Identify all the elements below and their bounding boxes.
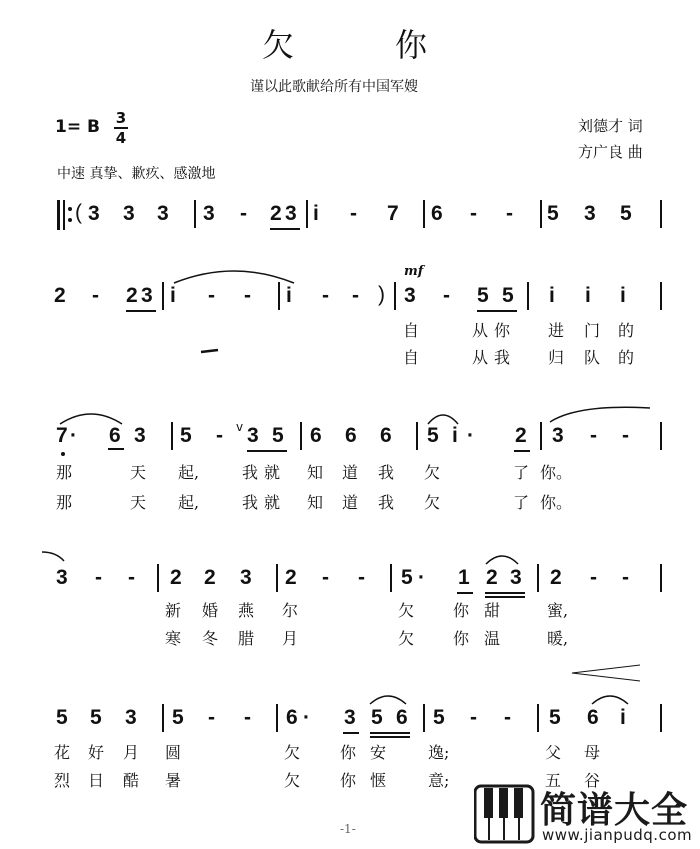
lyric: 自 bbox=[403, 348, 420, 367]
barline bbox=[276, 564, 278, 592]
watermark-name: 简谱大全 bbox=[540, 790, 689, 831]
tie-arc bbox=[172, 265, 296, 285]
lyric: 你 bbox=[453, 601, 470, 620]
lyric: 知 bbox=[307, 463, 324, 482]
note: 6 bbox=[286, 706, 298, 729]
lyric: 逸; bbox=[428, 743, 450, 762]
repeat-barline-thick bbox=[57, 200, 60, 230]
dash: - bbox=[504, 706, 511, 729]
note: 5 bbox=[401, 566, 413, 589]
barline bbox=[660, 282, 662, 310]
low-octave-dot bbox=[61, 452, 65, 456]
lyric: 从你 bbox=[472, 321, 517, 340]
dash: - bbox=[470, 706, 477, 729]
dash: - bbox=[208, 284, 215, 307]
eighth-underline bbox=[477, 310, 517, 312]
dash: - bbox=[622, 424, 629, 447]
composer-credit: 方广良 曲 bbox=[578, 143, 643, 161]
lyric: 安 bbox=[370, 743, 387, 762]
augmentation-dot: · bbox=[467, 424, 474, 447]
dash: - bbox=[244, 284, 251, 307]
barline bbox=[162, 704, 164, 732]
eighth-underline bbox=[457, 592, 473, 594]
barline bbox=[660, 422, 662, 450]
dash: - bbox=[443, 284, 450, 307]
lyricist-credit: 刘德才 词 bbox=[578, 117, 643, 135]
lyric: 知 bbox=[307, 493, 324, 512]
lyric: 婚 bbox=[202, 601, 219, 620]
slur-arc bbox=[590, 690, 630, 706]
note: 3 bbox=[203, 202, 215, 225]
note: 3 bbox=[510, 566, 522, 589]
lyric: 欠 bbox=[284, 771, 301, 790]
note: 2 bbox=[204, 566, 216, 589]
note: i bbox=[620, 284, 626, 307]
note: 5 bbox=[427, 424, 439, 447]
lyric: 温 bbox=[484, 629, 501, 648]
note: 3 bbox=[141, 284, 153, 307]
lyric: 腊 bbox=[238, 629, 255, 648]
dynamic-mf: mf bbox=[404, 264, 424, 279]
dash: - bbox=[590, 566, 597, 589]
lyric: 那 bbox=[56, 493, 73, 512]
repeat-dot bbox=[68, 207, 72, 211]
key-signature: 1= B bbox=[55, 117, 100, 137]
barline bbox=[394, 282, 396, 310]
lyric: 那 bbox=[56, 463, 73, 482]
lyric: 花 bbox=[54, 743, 71, 762]
lyric: 谷 bbox=[584, 771, 601, 790]
lyric: 欠 bbox=[398, 601, 415, 620]
lyric: 你 bbox=[453, 629, 470, 648]
lyric: 惬 bbox=[370, 771, 387, 790]
barline bbox=[171, 422, 173, 450]
note: 2 bbox=[515, 424, 527, 447]
note: 2 bbox=[486, 566, 498, 589]
note: 6 bbox=[396, 706, 408, 729]
eighth-underline bbox=[514, 450, 530, 452]
crescendo-hairpin bbox=[570, 664, 642, 682]
note: 3 bbox=[123, 202, 135, 225]
time-numerator: 3 bbox=[115, 109, 127, 127]
lyric: 你 bbox=[340, 743, 357, 762]
lyric: 欠 bbox=[284, 743, 301, 762]
lyric: 的 bbox=[618, 321, 635, 340]
lyric: 起, bbox=[178, 493, 200, 512]
time-signature bbox=[114, 110, 128, 146]
repeat-barline-thin bbox=[63, 200, 65, 230]
dash: - bbox=[322, 284, 329, 307]
dash: - bbox=[470, 202, 477, 225]
lyric: 酷 bbox=[123, 771, 140, 790]
lyric: 天 bbox=[130, 493, 147, 512]
lyric: 甜 bbox=[484, 601, 501, 620]
lyric: 起, bbox=[178, 463, 200, 482]
note: 2 bbox=[270, 202, 282, 225]
note: i bbox=[286, 284, 292, 307]
note: 3 bbox=[584, 202, 596, 225]
tie-arc-continued bbox=[42, 550, 66, 562]
note: 3 bbox=[247, 424, 259, 447]
note: 3 bbox=[56, 566, 68, 589]
note: 5 bbox=[502, 284, 514, 307]
note: 3 bbox=[88, 202, 100, 225]
note: 5 bbox=[56, 706, 68, 729]
barline bbox=[306, 200, 308, 228]
tie-arc bbox=[548, 404, 652, 424]
lyric: 门 bbox=[584, 321, 601, 340]
watermark-logo bbox=[474, 782, 696, 846]
piano-keys-icon bbox=[474, 782, 536, 846]
barline bbox=[276, 704, 278, 732]
lyric: 队 bbox=[584, 348, 601, 367]
note: 3 bbox=[134, 424, 146, 447]
lyric: 归 bbox=[548, 348, 565, 367]
lyric: 道 bbox=[342, 493, 359, 512]
dash: - bbox=[350, 202, 357, 225]
note: 7 bbox=[56, 424, 68, 447]
augmentation-dot: · bbox=[70, 424, 77, 447]
dash: - bbox=[95, 566, 102, 589]
note: 2 bbox=[550, 566, 562, 589]
barline bbox=[423, 200, 425, 228]
dash: - bbox=[216, 424, 223, 447]
scan-smudge bbox=[200, 348, 220, 354]
time-denominator: 4 bbox=[115, 129, 127, 147]
barline bbox=[162, 282, 164, 310]
note: 5 bbox=[547, 202, 559, 225]
eighth-underline bbox=[247, 450, 287, 452]
lyric: 从我 bbox=[472, 348, 517, 367]
note: 2 bbox=[170, 566, 182, 589]
augmentation-dot: · bbox=[303, 706, 310, 729]
lyric: 父 bbox=[545, 743, 562, 762]
note: 3 bbox=[285, 202, 297, 225]
lyric: 寒 bbox=[165, 629, 182, 648]
slur-arc bbox=[484, 550, 520, 566]
note: 5 bbox=[371, 706, 383, 729]
note: 5 bbox=[272, 424, 284, 447]
lyric: 好 bbox=[88, 743, 105, 762]
note: 3 bbox=[125, 706, 137, 729]
lyric: 我就 bbox=[242, 463, 287, 482]
lyric: 进 bbox=[548, 321, 565, 340]
barline bbox=[300, 422, 302, 450]
lyric: 月 bbox=[123, 743, 140, 762]
note: i bbox=[170, 284, 176, 307]
lyric: 了 bbox=[513, 463, 530, 482]
note: i bbox=[549, 284, 555, 307]
note: 6 bbox=[345, 424, 357, 447]
eighth-underline bbox=[270, 228, 300, 230]
barline bbox=[537, 704, 539, 732]
note: 3 bbox=[157, 202, 169, 225]
paren-open: ( bbox=[75, 201, 82, 224]
lyric: 的 bbox=[618, 348, 635, 367]
lyric: 我 bbox=[378, 493, 395, 512]
dash: - bbox=[244, 706, 251, 729]
lyric: 新 bbox=[165, 601, 182, 620]
dash: - bbox=[506, 202, 513, 225]
breath-mark: v bbox=[236, 420, 244, 434]
lyric: 日 bbox=[88, 771, 105, 790]
lyric: 欠 bbox=[398, 629, 415, 648]
barline bbox=[527, 282, 529, 310]
dash: - bbox=[208, 706, 215, 729]
note: i bbox=[313, 202, 319, 225]
barline bbox=[194, 200, 196, 228]
lyric: 意; bbox=[428, 771, 450, 790]
lyric: 了 bbox=[513, 493, 530, 512]
lyric: 母 bbox=[584, 743, 601, 762]
lyric: 你。 bbox=[540, 463, 573, 482]
barline bbox=[157, 564, 159, 592]
lyric: 天 bbox=[130, 463, 147, 482]
note: 3 bbox=[240, 566, 252, 589]
note: i bbox=[585, 284, 591, 307]
note: 5 bbox=[433, 706, 445, 729]
dash: - bbox=[352, 284, 359, 307]
lyric: 冬 bbox=[202, 629, 219, 648]
lyric: 暑 bbox=[165, 771, 182, 790]
note: 5 bbox=[549, 706, 561, 729]
lyric: 我就 bbox=[242, 493, 287, 512]
barline bbox=[423, 704, 425, 732]
note: 2 bbox=[54, 284, 66, 307]
lyric: 自 bbox=[403, 321, 420, 340]
barline bbox=[278, 282, 280, 310]
sixteenth-underline bbox=[485, 592, 525, 594]
barline bbox=[390, 564, 392, 592]
note: 3 bbox=[552, 424, 564, 447]
eighth-underline bbox=[343, 732, 359, 734]
barline bbox=[660, 564, 662, 592]
barline bbox=[537, 564, 539, 592]
sixteenth-underline bbox=[370, 732, 410, 734]
note: 6 bbox=[109, 424, 121, 447]
note: 5 bbox=[620, 202, 632, 225]
augmentation-dot: · bbox=[418, 566, 425, 589]
paren-close: ) bbox=[378, 283, 385, 306]
note: 5 bbox=[172, 706, 184, 729]
lyric: 欠 bbox=[424, 463, 441, 482]
note: 5 bbox=[477, 284, 489, 307]
lyric: 你 bbox=[340, 771, 357, 790]
lyric: 五 bbox=[545, 771, 562, 790]
note: 3 bbox=[404, 284, 416, 307]
lyric: 燕 bbox=[238, 601, 255, 620]
barline bbox=[660, 200, 662, 228]
lyric: 蜜, bbox=[547, 601, 569, 620]
song-title-char-2: 你 bbox=[395, 26, 430, 64]
note: 2 bbox=[126, 284, 138, 307]
note: 6 bbox=[380, 424, 392, 447]
note: 7 bbox=[387, 202, 399, 225]
dash: - bbox=[240, 202, 247, 225]
page-number: -1- bbox=[340, 822, 356, 836]
tempo-marking: 中速 真挚、歉疚、感激地 bbox=[57, 166, 216, 182]
barline bbox=[416, 422, 418, 450]
lyric: 欠 bbox=[424, 493, 441, 512]
lyric: 月 bbox=[282, 629, 299, 648]
slur-arc bbox=[368, 690, 408, 706]
note: 5 bbox=[90, 706, 102, 729]
dash: - bbox=[622, 566, 629, 589]
note: 1 bbox=[458, 566, 470, 589]
lyric: 圆 bbox=[165, 743, 182, 762]
eighth-underline bbox=[108, 448, 124, 450]
note: 6 bbox=[431, 202, 443, 225]
dash: - bbox=[590, 424, 597, 447]
note: 5 bbox=[180, 424, 192, 447]
dash: - bbox=[92, 284, 99, 307]
dash: - bbox=[128, 566, 135, 589]
barline bbox=[540, 200, 542, 228]
note: 6 bbox=[310, 424, 322, 447]
lyric: 暖, bbox=[547, 629, 569, 648]
lyric: 你。 bbox=[540, 493, 573, 512]
sixteenth-underline bbox=[370, 736, 410, 738]
lyric: 尔 bbox=[282, 601, 299, 620]
lyric: 道 bbox=[342, 463, 359, 482]
barline bbox=[540, 422, 542, 450]
note: 6 bbox=[587, 706, 599, 729]
song-title-char-1: 欠 bbox=[262, 26, 297, 64]
lyric: 烈 bbox=[54, 771, 71, 790]
repeat-dot bbox=[68, 218, 72, 222]
note: 2 bbox=[285, 566, 297, 589]
lyric: 我 bbox=[378, 463, 395, 482]
dash: - bbox=[358, 566, 365, 589]
watermark-url: www.jianpudq.com bbox=[542, 826, 693, 844]
dash: - bbox=[322, 566, 329, 589]
barline bbox=[660, 704, 662, 732]
note: 3 bbox=[344, 706, 356, 729]
eighth-underline bbox=[126, 310, 156, 312]
note: i bbox=[452, 424, 458, 447]
note: i bbox=[620, 706, 626, 729]
dedication: 谨以此歌献给所有中国军嫂 bbox=[250, 79, 418, 95]
